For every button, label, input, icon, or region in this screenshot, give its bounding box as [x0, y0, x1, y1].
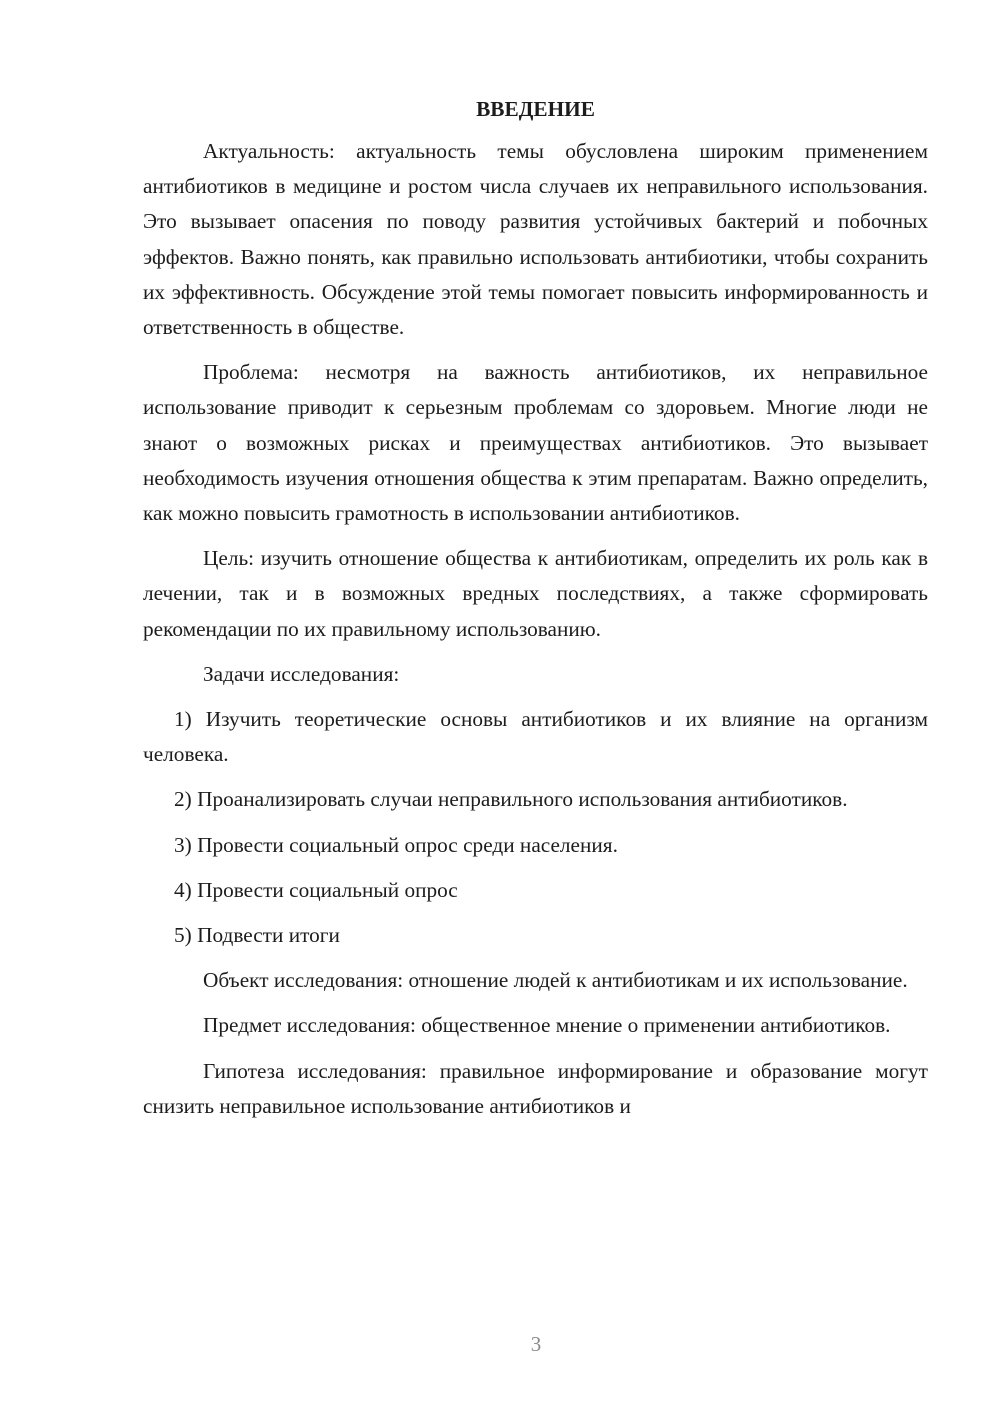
paragraph-subject: Предмет исследования: общественное мнение о применении антибиотиков. — [203, 1013, 891, 1038]
tasks-heading: Задачи исследования: — [203, 661, 400, 686]
paragraph-object: Объект исследования: отношение людей к антибиотикам и их использование. — [203, 968, 908, 993]
paragraph-relevance: Актуальность: актуальность темы обусловлена широким применением антибиотиков в медицине и ростом числа случаев их неправильного использования. Это вызывает опасения по поводу развития устойчивых бактерий и побочных эффектов. Важно понять, как правильно использовать антибиотики, чтобы сохранить их эффективность. Обсуждение этой темы помогает повысить информированность и ответственность в обществе. — [143, 139, 928, 340]
paragraph-hypothesis: Гипотеза исследования: правильное информирование и образование могут снизить неправильное использование антибиотиков и — [143, 1058, 928, 1118]
page-content — [143, 92, 928, 1124]
task-item-1: 1) Изучить теоретические основы антибиотиков и их влияние на организм человека. — [143, 707, 928, 767]
paragraph-problem: Проблема: несмотря на важность антибиотиков, их неправильное использование приводит к серьезным проблемам со здоровьем. Многие люди не знают о возможных рисках и преимуществах антибиотиков. Это вызывает необходимость изучения отношения общества к этим препаратам. Важно определить, как можно повысить грамотность в использовании антибиотиков. — [143, 360, 928, 526]
page-number: 3 — [530, 1332, 542, 1356]
task-item-3: 3) Провести социальный опрос среди населения. — [174, 832, 618, 857]
task-item-2: 2) Проанализировать случаи неправильного использования антибиотиков. — [174, 787, 848, 812]
task-item-4: 4) Провести социальный опрос — [174, 877, 458, 902]
task-item-5: 5) Подвести итоги — [174, 923, 340, 948]
paragraph-goal: Цель: изучить отношение общества к антибиотикам, определить их роль как в лечении, так и в возможных вредных последствиях, а также сформировать рекомендации по их правильному использованию. — [143, 546, 928, 641]
page-title: ВВЕДЕНИЕ — [476, 97, 595, 121]
